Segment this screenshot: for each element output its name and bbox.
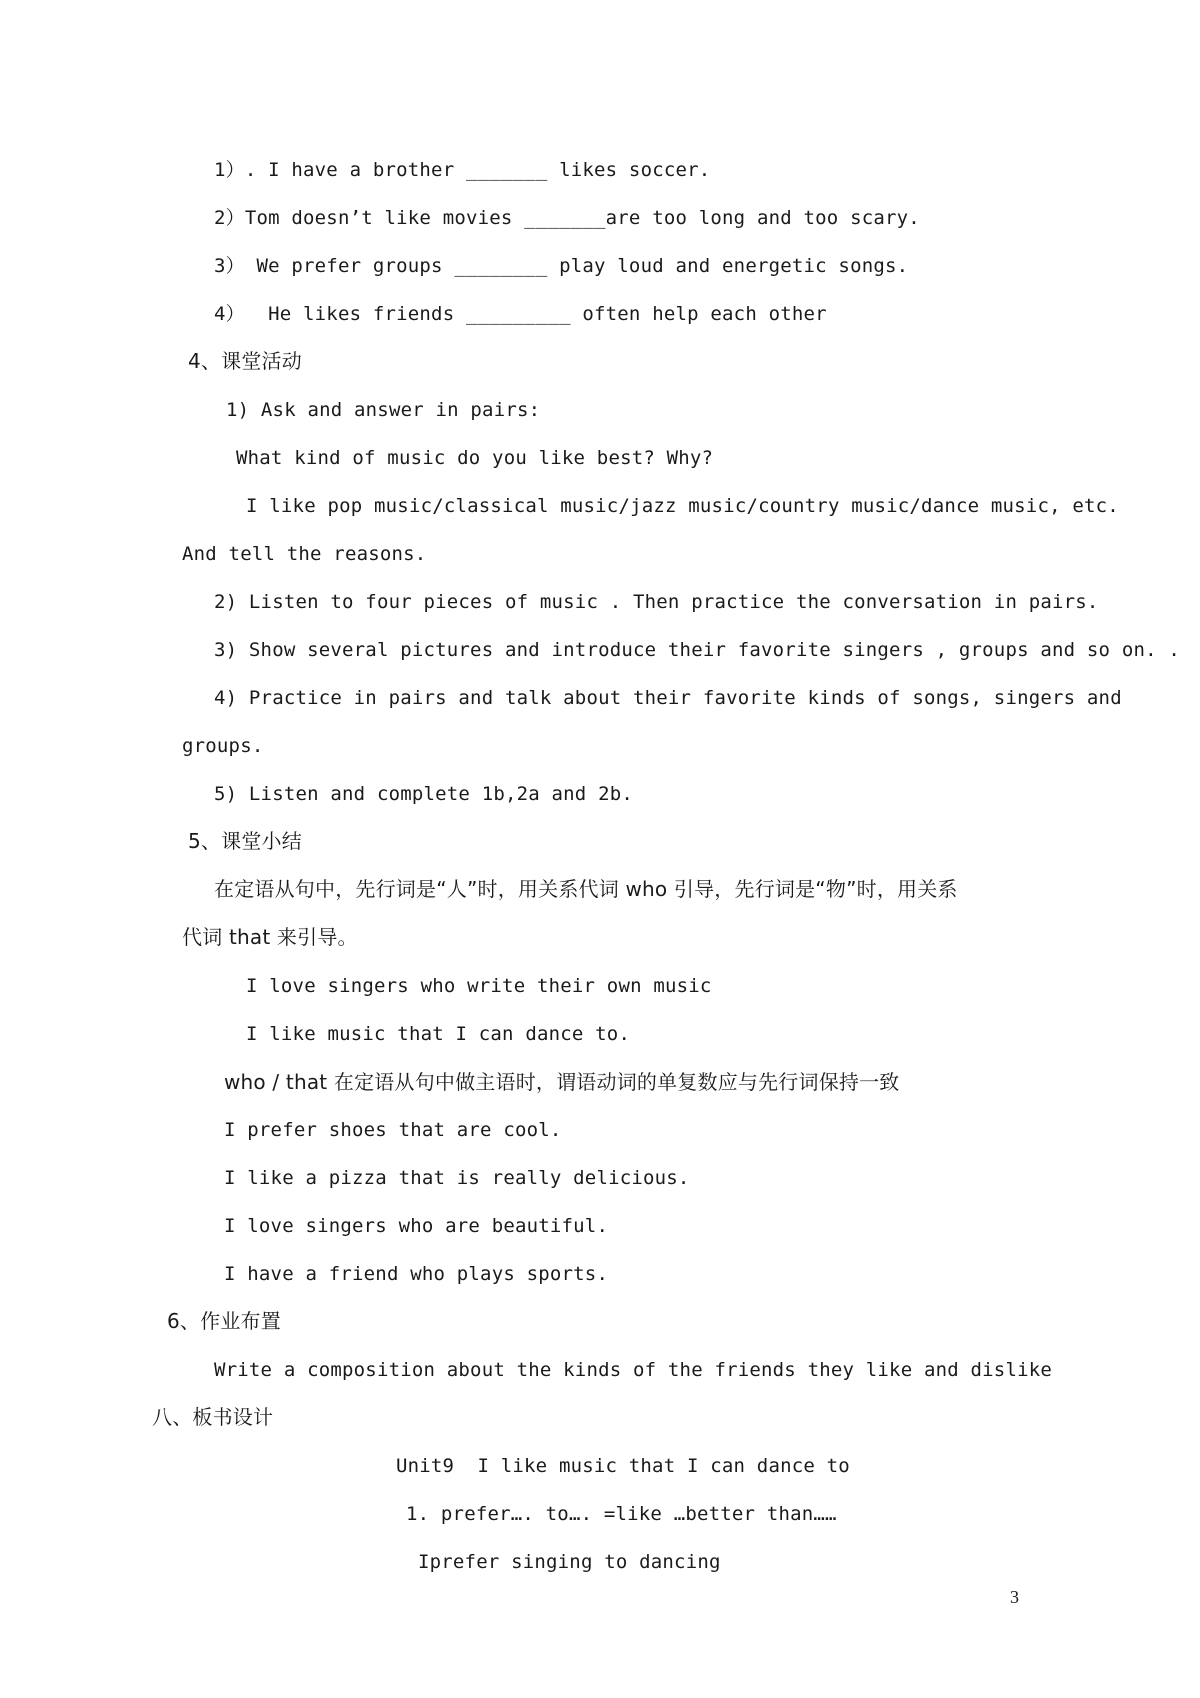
exercise-line-3: 3） We prefer groups ________ play loud and energetic songs. — [214, 255, 909, 277]
board-item-1: 1. prefer…. to…. =like …better than…… — [406, 1503, 837, 1525]
activity-1: 1) Ask and answer in pairs: — [226, 399, 541, 421]
example-friend: I have a friend who plays sports. — [224, 1263, 609, 1285]
activity-1-question: What kind of music do you like best? Why? — [236, 447, 714, 469]
board-title: Unit9 I like music that I can dance to — [396, 1455, 850, 1477]
activity-1-answer: I like pop music/classical music/jazz music/country music/dance music, etc. — [246, 495, 1119, 517]
activity-3: 3) Show several pictures and introduce their favorite singers , groups and so on. . — [214, 639, 1181, 661]
section-heading-6: 6、作业布置 — [167, 1309, 281, 1333]
page-number: 3 — [1010, 1587, 1019, 1607]
activity-5: 5) Listen and complete 1b,2a and 2b. — [214, 783, 634, 805]
exercise-line-4: 4） He likes friends _________ often help each other — [214, 303, 827, 325]
exercise-line-2: 2）Tom doesn’t like movies _______are too long and too scary. — [214, 207, 920, 229]
section-heading-8: 八、板书设计 — [152, 1405, 274, 1429]
example-pizza: I like a pizza that is really delicious. — [224, 1167, 690, 1189]
section-heading-4: 4、课堂活动 — [188, 349, 302, 373]
activity-4-cont: groups. — [182, 735, 264, 757]
board-example: Iprefer singing to dancing — [418, 1551, 721, 1573]
section-heading-5: 5、课堂小结 — [188, 829, 302, 853]
grammar-note: who / that 在定语从句中做主语时，谓语动词的单复数应与先行词保持一致 — [224, 1070, 900, 1094]
summary-text-cont: 代词 that 来引导。 — [182, 925, 358, 949]
summary-text: 在定语从句中，先行词是“人”时，用关系代词 who 引导，先行词是“物”时，用关系 — [214, 877, 958, 901]
example-that: I like music that I can dance to. — [246, 1023, 631, 1045]
example-who: I love singers who write their own music — [246, 975, 712, 997]
example-singers: I love singers who are beautiful. — [224, 1215, 609, 1237]
activity-1-answer-cont: And tell the reasons. — [182, 543, 427, 565]
example-shoes: I prefer shoes that are cool. — [224, 1119, 562, 1141]
homework-text: Write a composition about the kinds of the friends they like and dislike — [214, 1359, 1053, 1381]
activity-2: 2) Listen to four pieces of music . Then practice the conversation in pairs. — [214, 591, 1099, 613]
exercise-line-1: 1）. I have a brother _______ likes soccer. — [214, 159, 711, 181]
activity-4: 4) Practice in pairs and talk about their favorite kinds of songs, singers and — [214, 687, 1122, 709]
